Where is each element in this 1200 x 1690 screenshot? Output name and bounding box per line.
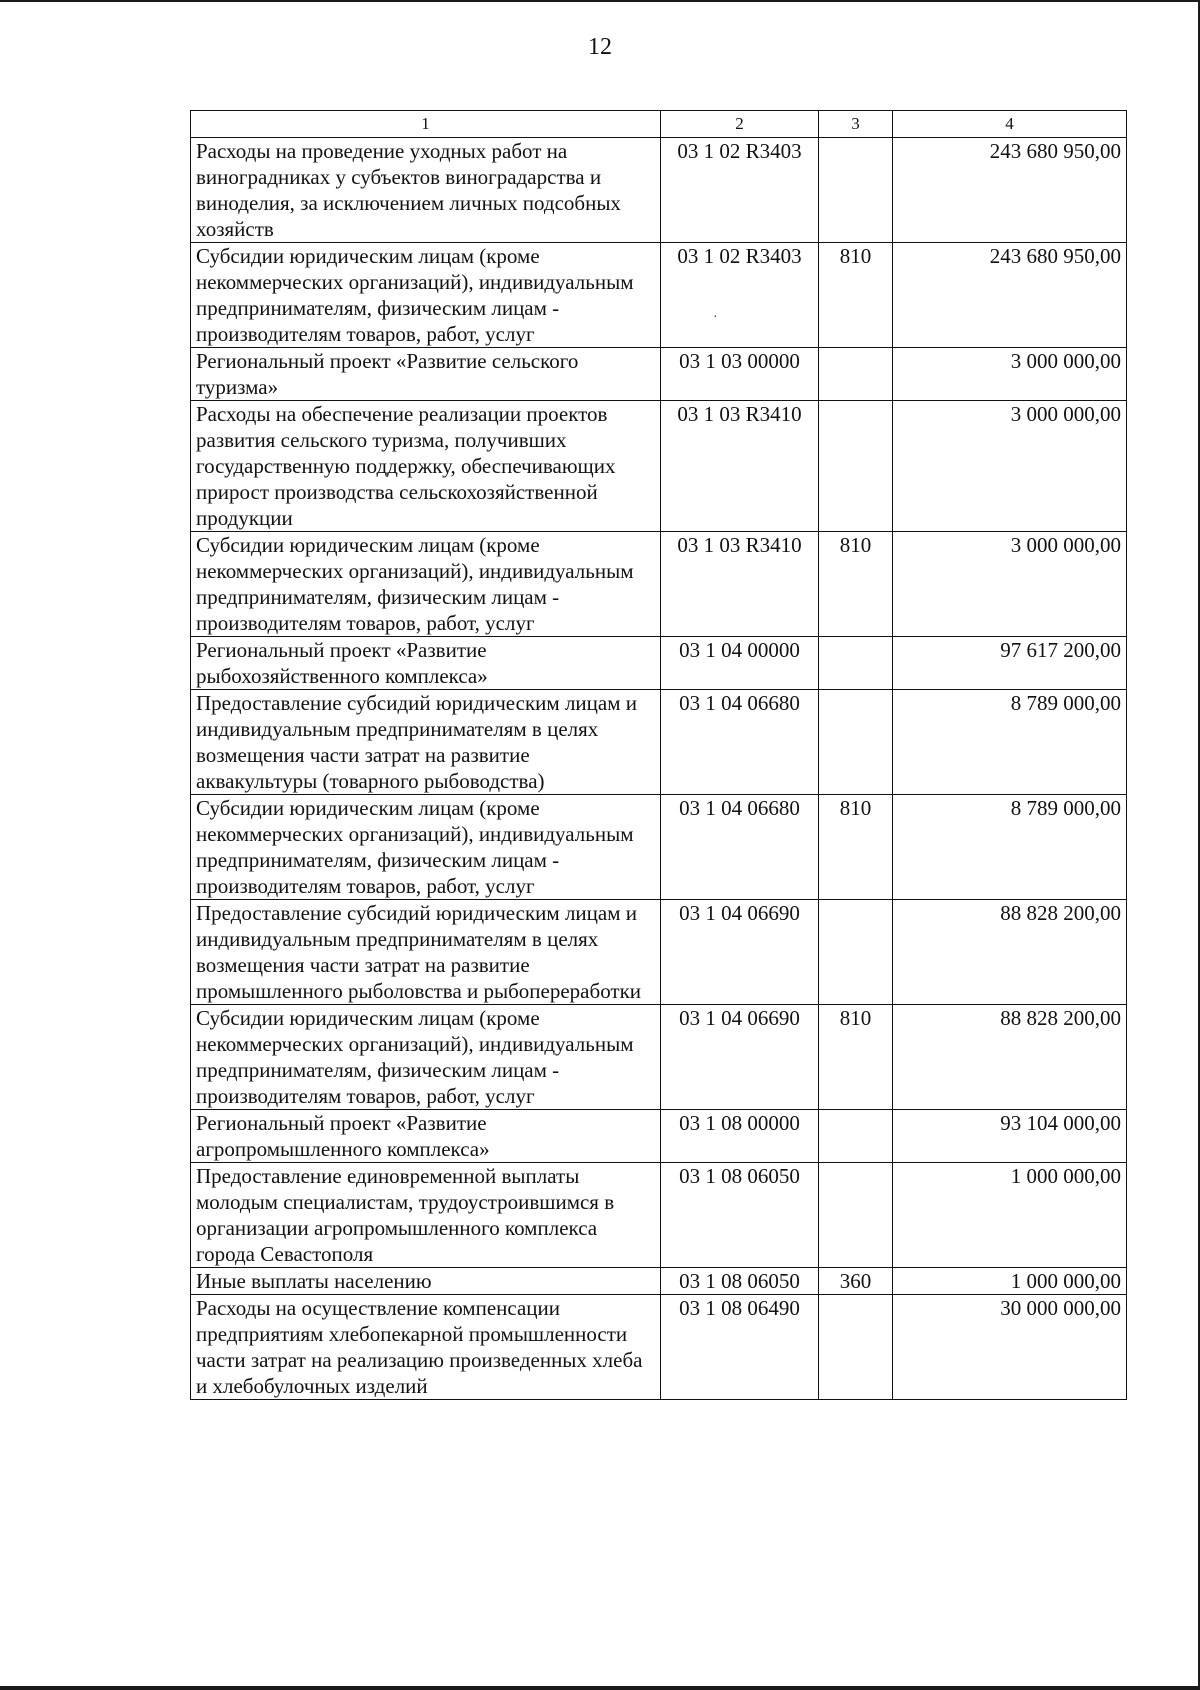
table-row [191,1163,1127,1268]
row-type-cell: 810 [819,1005,893,1110]
row-code-cell: 03 1 08 00000 [661,1110,819,1163]
header-col-3: 3 [819,111,893,138]
row-amount-cell: 243 680 950,00 [893,243,1127,348]
table-row [191,795,1127,900]
row-amount-cell: 8 789 000,00 [893,690,1127,795]
table-row [191,900,1127,1005]
row-type-cell [819,348,893,401]
row-code-cell: 03 1 03 00000 [661,348,819,401]
row-amount-cell: 3 000 000,00 [893,401,1127,532]
row-amount-cell: 30 000 000,00 [893,1295,1127,1400]
table-row [191,637,1127,690]
row-type-cell: 810 [819,532,893,637]
row-type-cell [819,900,893,1005]
row-name-cell: Региональный проект «Развитие сельского туризма» [191,348,661,401]
row-name-cell: Субсидии юридическим лицам (кроме некоммерческих организаций), индивидуальным предпринимателям, физическим лицам - производителям товаров, работ, услуг [191,1005,661,1110]
row-amount-cell: 1 000 000,00 [893,1268,1127,1295]
scan-border-bottom [0,1686,1200,1690]
scan-border-top [0,0,1200,2]
table-row [191,690,1127,795]
row-name-cell: Иные выплаты населению [191,1268,661,1295]
table-row [191,1005,1127,1110]
row-type-cell: 810 [819,243,893,348]
row-name-cell: Субсидии юридическим лицам (кроме некоммерческих организаций), индивидуальным предпринимателям, физическим лицам - производителям товаров, работ, услуг [191,243,661,348]
row-amount-cell: 3 000 000,00 [893,348,1127,401]
row-name-cell: Расходы на обеспечение реализации проектов развития сельского туризма, получивших государственную поддержку, обеспечивающих прирост производства сельскохозяйственной продукции [191,401,661,532]
table-row [191,1295,1127,1400]
row-code-cell: 03 1 03 R3410 [661,532,819,637]
row-name-cell: Региональный проект «Развитие рыбохозяйственного комплекса» [191,637,661,690]
row-code-cell: 03 1 08 06050 [661,1163,819,1268]
row-type-cell [819,690,893,795]
table-row [191,348,1127,401]
row-code-cell: 03 1 04 06690 [661,1005,819,1110]
row-type-cell [819,138,893,243]
row-name-cell: Региональный проект «Развитие агропромышленного комплекса» [191,1110,661,1163]
row-code-cell: 03 1 02 R3403 [661,243,819,348]
row-type-cell [819,637,893,690]
header-col-2: 2 [661,111,819,138]
row-name-cell: Предоставление единовременной выплаты молодым специалистам, трудоустроившимся в организации агропромышленного комплекса города Севастополя [191,1163,661,1268]
row-type-cell [819,1295,893,1400]
row-name-cell: Субсидии юридическим лицам (кроме некоммерческих организаций), индивидуальным предпринимателям, физическим лицам - производителям товаров, работ, услуг [191,532,661,637]
page-number: 12 [588,34,612,60]
row-name-cell: Расходы на осуществление компенсации предприятиям хлебопекарной промышленности части затрат на реализацию произведенных хлеба и хлебобулочных изделий [191,1295,661,1400]
row-code-cell: 03 1 08 06050 [661,1268,819,1295]
budget-table [190,110,1127,1400]
header-col-4: 4 [893,111,1127,138]
row-code-cell: 03 1 04 06680 [661,690,819,795]
table-row [191,401,1127,532]
row-amount-cell: 3 000 000,00 [893,532,1127,637]
row-amount-cell: 8 789 000,00 [893,795,1127,900]
table-header [191,111,1127,138]
row-amount-cell: 88 828 200,00 [893,900,1127,1005]
table-row [191,1268,1127,1295]
row-code-cell: 03 1 02 R3403 [661,138,819,243]
row-type-cell: 810 [819,795,893,900]
row-name-cell: Предоставление субсидий юридическим лицам и индивидуальным предпринимателям в целях возмещения части затрат на развитие промышленного рыболовства и рыбопереработки [191,900,661,1005]
header-col-1: 1 [191,111,661,138]
row-code-cell: 03 1 04 06690 [661,900,819,1005]
row-type-cell [819,1163,893,1268]
row-amount-cell: 1 000 000,00 [893,1163,1127,1268]
row-name-cell: Расходы на проведение уходных работ на виноградниках у субъектов виноградарства и виноделия, за исключением личных подсобных хозяйств [191,138,661,243]
row-name-cell: Субсидии юридическим лицам (кроме некоммерческих организаций), индивидуальным предпринимателям, физическим лицам - производителям товаров, работ, услуг [191,795,661,900]
row-name-cell: Предоставление субсидий юридическим лицам и индивидуальным предпринимателям в целях возмещения части затрат на развитие аквакультуры (товарного рыбоводства) [191,690,661,795]
row-type-cell: 360 [819,1268,893,1295]
scan-speck: · [713,310,718,325]
table-body [191,138,1127,1400]
table-row [191,243,1127,348]
row-amount-cell: 243 680 950,00 [893,138,1127,243]
row-amount-cell: 93 104 000,00 [893,1110,1127,1163]
table-row [191,1110,1127,1163]
row-type-cell [819,401,893,532]
row-amount-cell: 88 828 200,00 [893,1005,1127,1110]
table-row [191,138,1127,243]
row-code-cell: 03 1 08 06490 [661,1295,819,1400]
row-code-cell: 03 1 04 00000 [661,637,819,690]
table-row [191,532,1127,637]
row-amount-cell: 97 617 200,00 [893,637,1127,690]
header-row [191,111,1127,138]
row-code-cell: 03 1 04 06680 [661,795,819,900]
row-code-cell: 03 1 03 R3410 [661,401,819,532]
row-type-cell [819,1110,893,1163]
